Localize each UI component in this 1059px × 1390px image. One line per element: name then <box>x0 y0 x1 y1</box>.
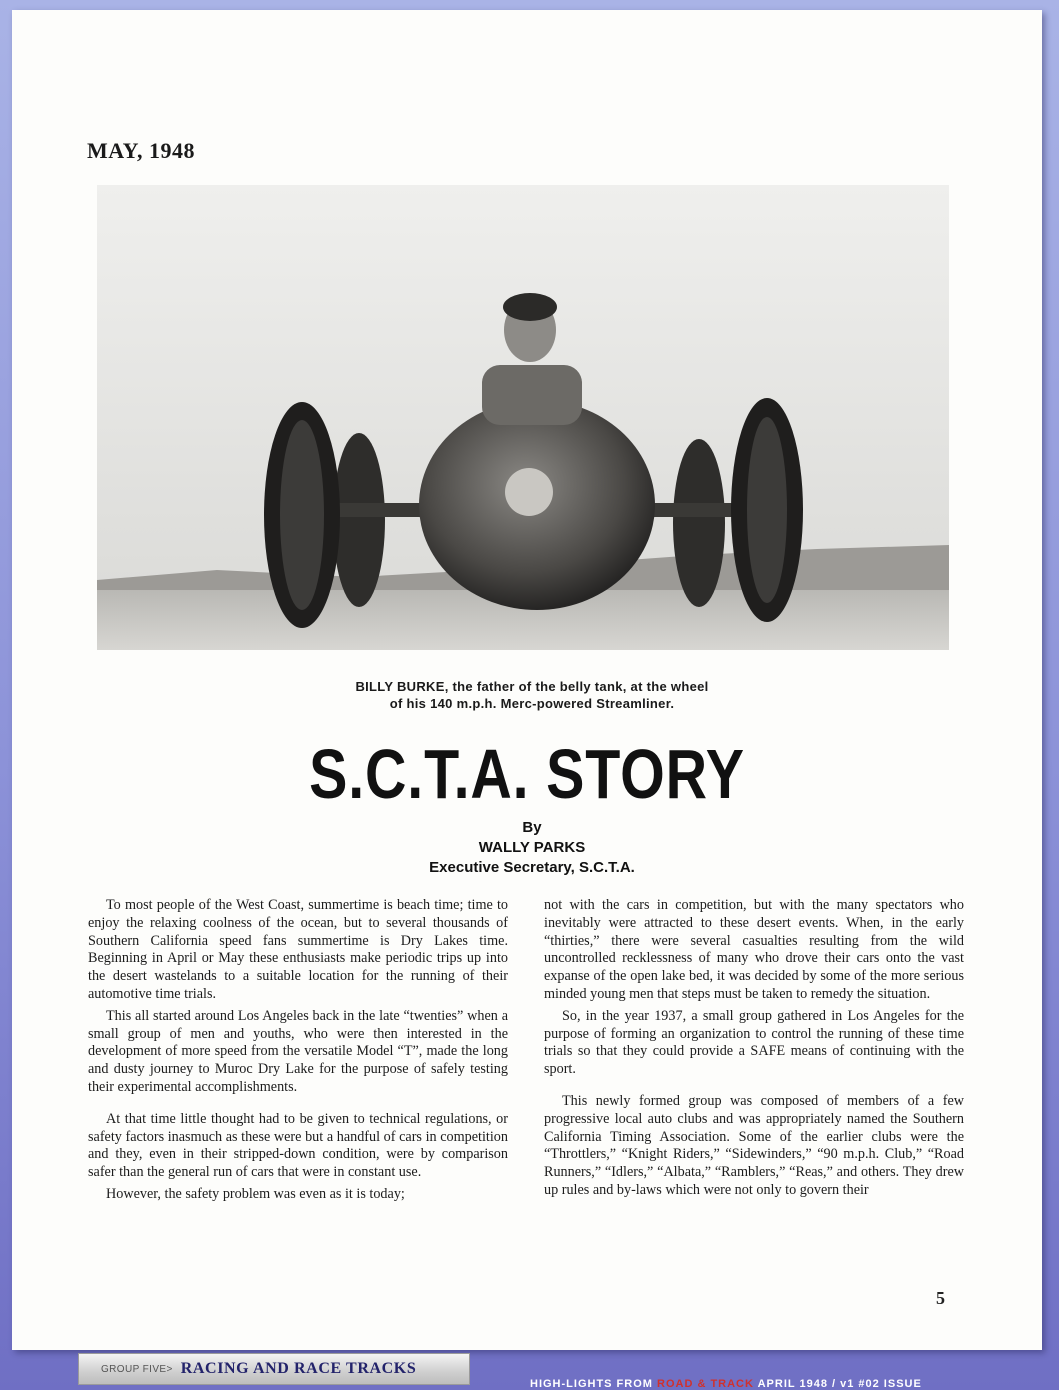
page-number: 5 <box>936 1288 945 1308</box>
paragraph: So, in the year 1937, a small group gathered in Los Angeles for the purpose of forming an organization to control the running of these time trials so that they could provide a SAFE means of continuing with the sport. <box>544 1007 964 1078</box>
issue-date: MAY, 1948 <box>87 138 196 163</box>
photo-caption <box>192 678 872 712</box>
footer-strip-brand: ROAD & TRACK <box>657 1378 754 1390</box>
footer-strip-prefix: HIGH-LIGHTS FROM <box>530 1378 653 1390</box>
paragraph: This newly formed group was composed of members of a few progressive local auto clubs and was appropriately named the Southern California Timing Association. Some of the earlier clubs were the “Throttlers,” “Knight Riders,” “Sidewinders,” “90 m.p.h. Club,” “Road Runners,” “Idlers,” “Albata,” “Ramblers,” “Reas,” and others. They drew up rules and by-laws which were not only to govern their <box>544 1092 964 1198</box>
byline <box>292 818 772 878</box>
article-title: S.C.T.A. STORY <box>309 735 745 813</box>
byline-author-title: Executive Secretary, S.C.T.A. <box>429 859 635 876</box>
paragraph: not with the cars in competition, but with the many spectators who inevitably were attracted to these desert events. When, in the early “thirties,” there were several casualties resulting from the wild uncontrolled recklessness of many who drove their cars onto the vast expanse of the open lake bed, it was decided by some of the more serious minded young men that steps must be taken to remedy the situation. <box>544 897 964 1002</box>
paragraph: However, the safety problem was even as it is today; <box>106 1185 405 1202</box>
magazine-page <box>12 10 1042 1350</box>
paragraph: This all started around Los Angeles back in the late “twenties” when a small group of men and youths, who were then interested in the development of more speed from the versatile Model “T”, made the long and dusty journey to Muroc Dry Lake for the purpose of safely testing their experimental accomplishments. <box>88 1007 508 1095</box>
footer-strip <box>530 1378 1050 1390</box>
paragraph: To most people of the West Coast, summertime is beach time; time to enjoy the relaxing coolness of the ocean, but to several thousands of Southern California speed fans summertime is Dry Lakes time. Beginning in April or May these enthusiasts make periodic trips up into the desert wastelands to a suitable location for the running of their automotive time trials. <box>88 897 508 1002</box>
caption-line-1: BILLY BURKE, the father of the belly tank, at the wheel <box>355 679 709 694</box>
caption-line-2: of his 140 m.p.h. Merc-powered Streamliner. <box>389 696 675 711</box>
section-tab[interactable] <box>78 1353 470 1385</box>
footer-section-label: RACING AND RACE TRACKS <box>180 1360 417 1377</box>
streamliner-photo <box>97 185 949 650</box>
paragraph: At that time little thought had to be given to technical regulations, or safety factors inasmuch as these were but a handful of cars in competition and they, even in their stripped-down condition, were by comparison safer than the general run of cars that were in constant use. <box>88 1110 508 1181</box>
article-column-left <box>88 897 508 1208</box>
article-photo <box>97 185 949 650</box>
byline-author: WALLY PARKS <box>478 839 586 856</box>
footer-group-label: GROUP FIVE> <box>101 1363 173 1375</box>
article-column-right <box>544 897 964 1204</box>
byline-by: By <box>522 819 542 836</box>
footer-strip-issue: APRIL 1948 / v1 #02 ISSUE <box>757 1378 922 1390</box>
